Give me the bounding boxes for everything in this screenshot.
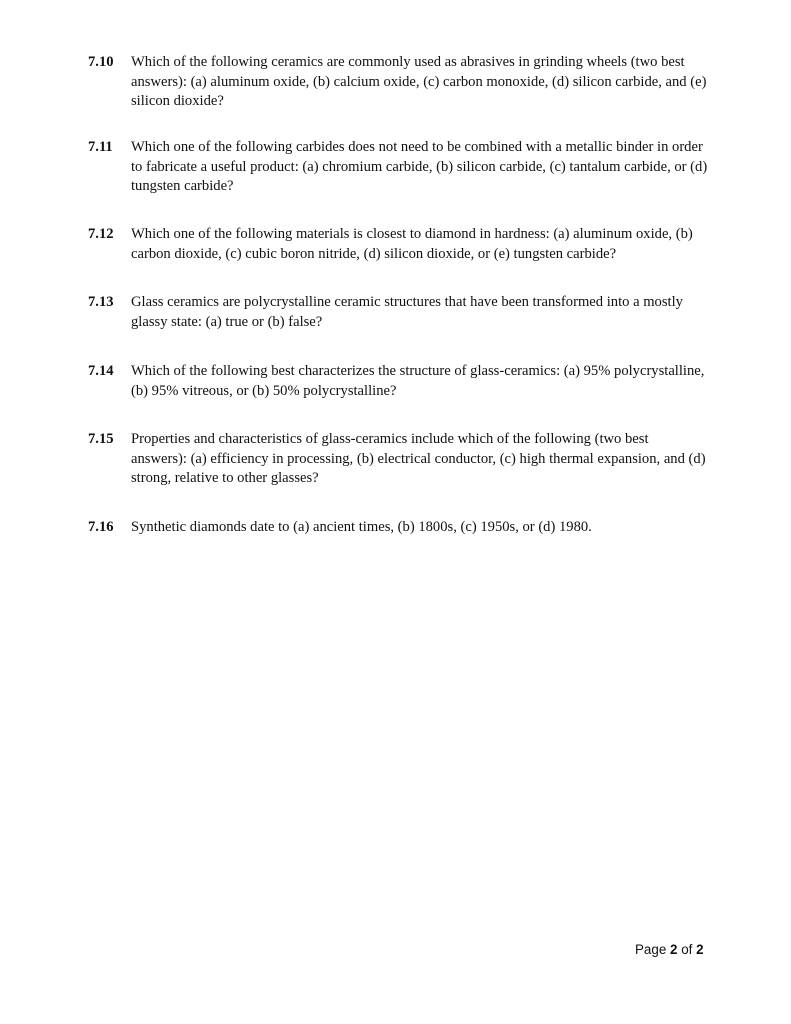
question-text: Which one of the following materials is closest to diamond in hardness: (a) aluminum oxide, (b) carbon dioxide, (c) cubic boron nitride, (d) silicon dioxide, or (e) tungsten carbide?: [131, 226, 693, 262]
question-number: 7.10: [88, 54, 114, 70]
question-7-14: [88, 362, 708, 401]
page-footer: [635, 942, 704, 957]
question-7-15: [88, 430, 708, 489]
question-text: Which of the following best characterizes the structure of glass-ceramics: (a) 95% polycrystalline, (b) 95% vitreous, or (b) 50% polycrystalline?: [131, 363, 705, 399]
question-text: Synthetic diamonds date to (a) ancient times, (b) 1800s, (c) 1950s, or (d) 1980.: [131, 519, 592, 535]
question-7-11: [88, 138, 708, 197]
question-number: 7.15: [88, 431, 114, 447]
question-text: Properties and characteristics of glass-ceramics include which of the following (two best answers): (a) efficiency in processing, (b) electrical conductor, (c) high thermal expansion, and (d) strong, relative to other glasses?: [131, 431, 706, 487]
question-number: 7.16: [88, 519, 114, 535]
question-number: 7.11: [88, 139, 113, 155]
question-text: Which of the following ceramics are commonly used as abrasives in grinding wheels (two best answers): (a) aluminum oxide, (b) calcium oxide, (c) carbon monoxide, (d) silicon carbide, and (e) silicon dioxide?: [131, 54, 707, 110]
question-number: 7.13: [88, 294, 114, 310]
question-7-10: [88, 53, 708, 112]
question-number: 7.12: [88, 226, 114, 242]
question-7-12: [88, 225, 708, 264]
question-7-16: [88, 518, 708, 538]
question-number: 7.14: [88, 363, 114, 379]
current-page-number: 2: [670, 942, 678, 957]
page-word: Page: [635, 942, 667, 957]
question-7-13: [88, 293, 708, 332]
total-pages-number: 2: [696, 942, 704, 957]
question-text: Which one of the following carbides does not need to be combined with a metallic binder in order to fabricate a useful product: (a) chromium carbide, (b) silicon carbide, (c) tantalum carbide, or (d) tungsten carbide?: [131, 139, 708, 195]
question-text: Glass ceramics are polycrystalline ceramic structures that have been transformed into a mostly glassy state: (a) true or (b) false?: [131, 294, 683, 330]
of-word: of: [681, 942, 693, 957]
